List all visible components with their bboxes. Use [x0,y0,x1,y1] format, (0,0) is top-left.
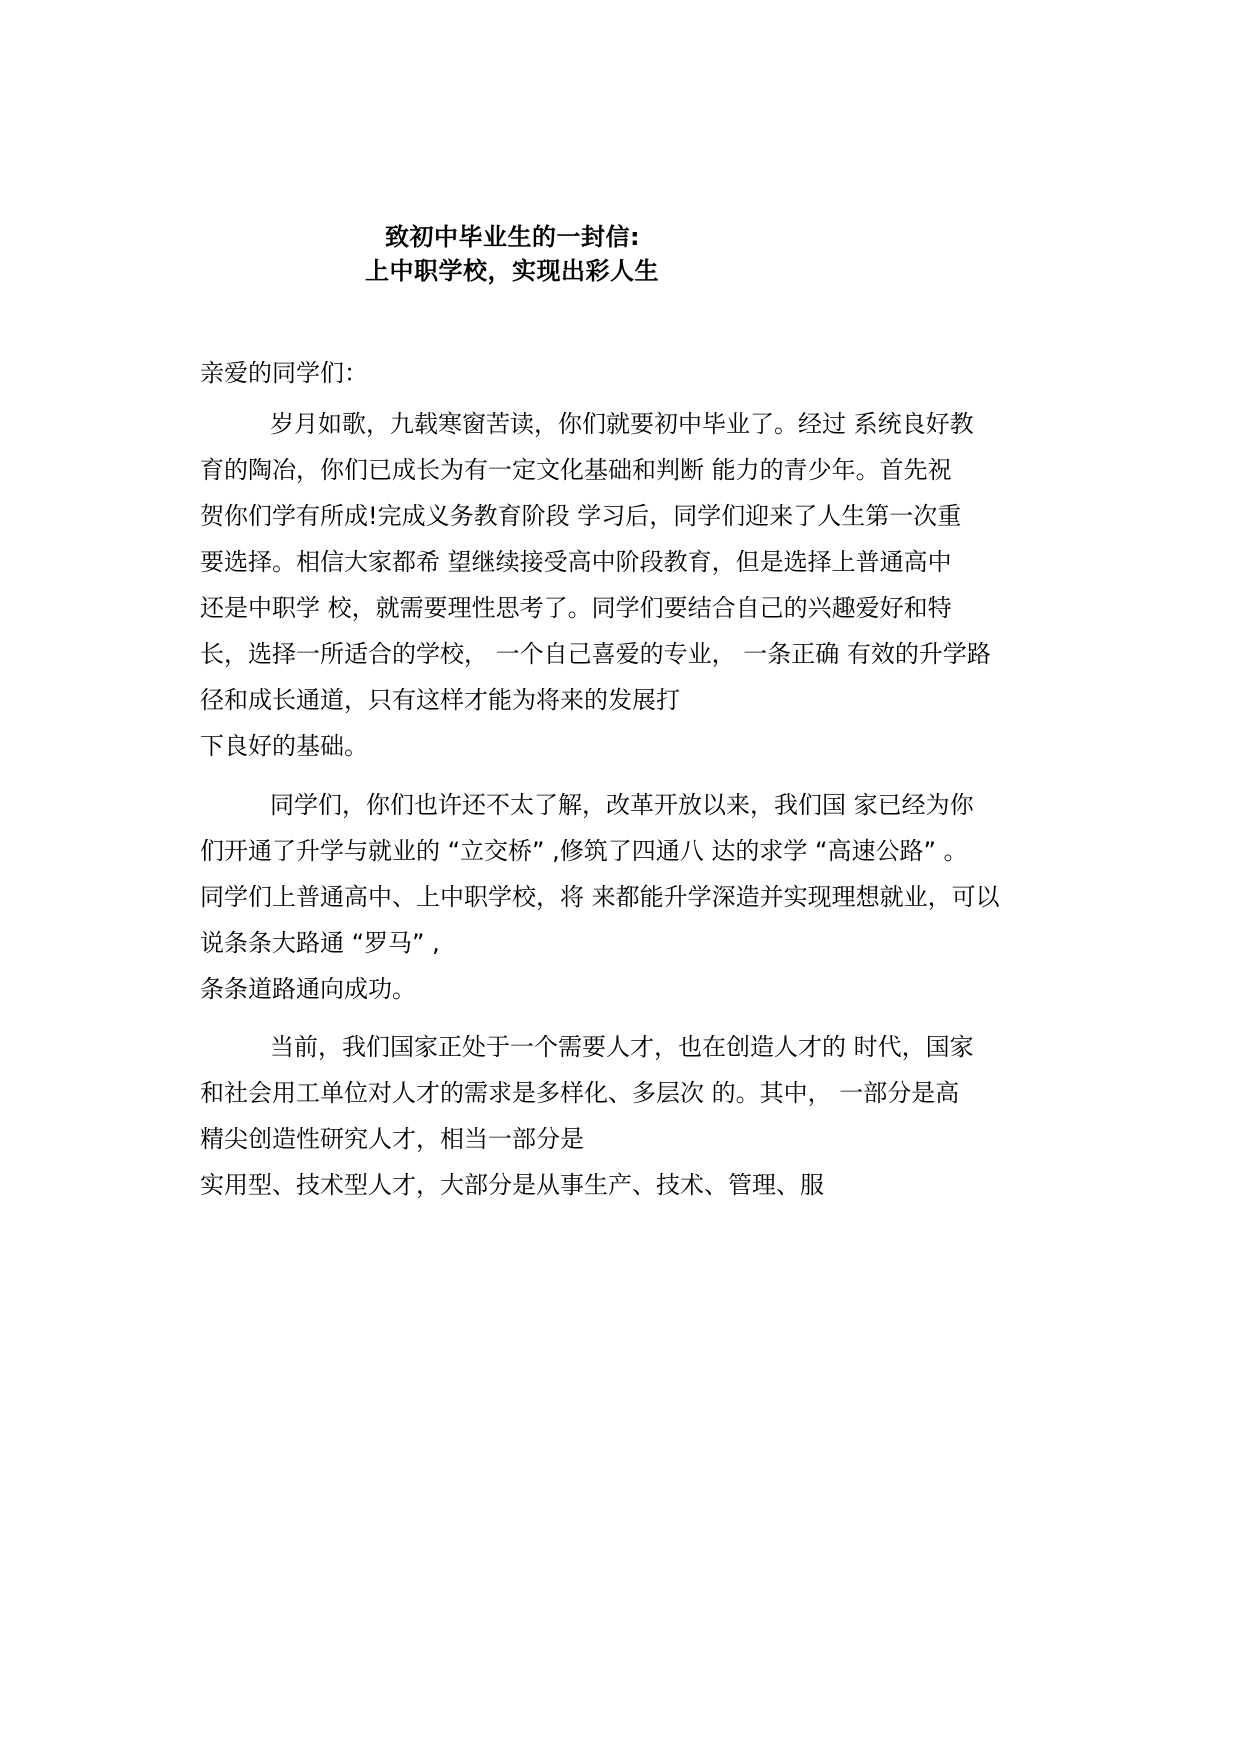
paragraph-line: 育的陶冶，你们已成长为有一定文化基础和判断 能力的青少年。首先祝 [200,456,952,484]
paragraph-line: 同学们，你们也许还不太了解，改革开放以来，我们国 家已经为你 [270,791,974,819]
paragraph-line: 当前，我们国家正处于一个需要人才，也在创造人才的 时代，国家 [270,1033,974,1061]
paragraph-line: 贺你们学有所成!完成义务教育阶段 学习后，同学们迎来了人生第一次重 [200,502,962,530]
paragraph-line: 和社会用工单位对人才的需求是多样化、多层次 的。其中， 一部分是高 [200,1079,960,1107]
paragraph-line: 实用型、技术型人才，大部分是从事生产、技术、管理、服 [200,1171,824,1199]
document-title-line-1: 致初中毕业生的一封信: [385,223,641,251]
paragraph-line: 要选择。相信大家都希 望继续接受高中阶段教育，但是选择上普通高中 [200,548,952,576]
paragraph-2 [200,782,1070,1012]
salutation: 亲爱的同学们： [200,359,368,387]
paragraph-line: 还是中职学 校，就需要理性思考了。同学们要结合自己的兴趣爱好和特 [200,594,952,622]
paragraph-line: 下良好的基础。 [200,732,368,760]
paragraph-1 [200,401,1070,769]
paragraph-line: 岁月如歌，九载寒窗苦读，你们就要初中毕业了。经过 系统良好教 [270,410,974,438]
paragraph-line: 同学们上普通高中、上中职学校，将 来都能升学深造并实现理想就业，可以 [200,883,1000,911]
paragraph-line: 精尖创造性研究人才，相当一部分是 [200,1125,584,1153]
paragraph-line: 径和成长通道，只有这样才能为将来的发展打 [200,686,680,714]
paragraph-line: 长，选择一所适合的学校， 一个自己喜爱的专业， 一条正确 有效的升学路 [200,640,991,668]
document-title-line-2: 上中职学校，实现出彩人生 [365,257,659,285]
paragraph-line: 说条条大路通 “罗马” , [200,929,440,957]
paragraph-line: 们开通了升学与就业的 “立交桥” ,修筑了四通八 达的求学 “高速公路” 。 [200,837,968,865]
paragraph-3 [200,1024,1070,1208]
paragraph-line: 条条道路通向成功。 [200,975,416,1003]
